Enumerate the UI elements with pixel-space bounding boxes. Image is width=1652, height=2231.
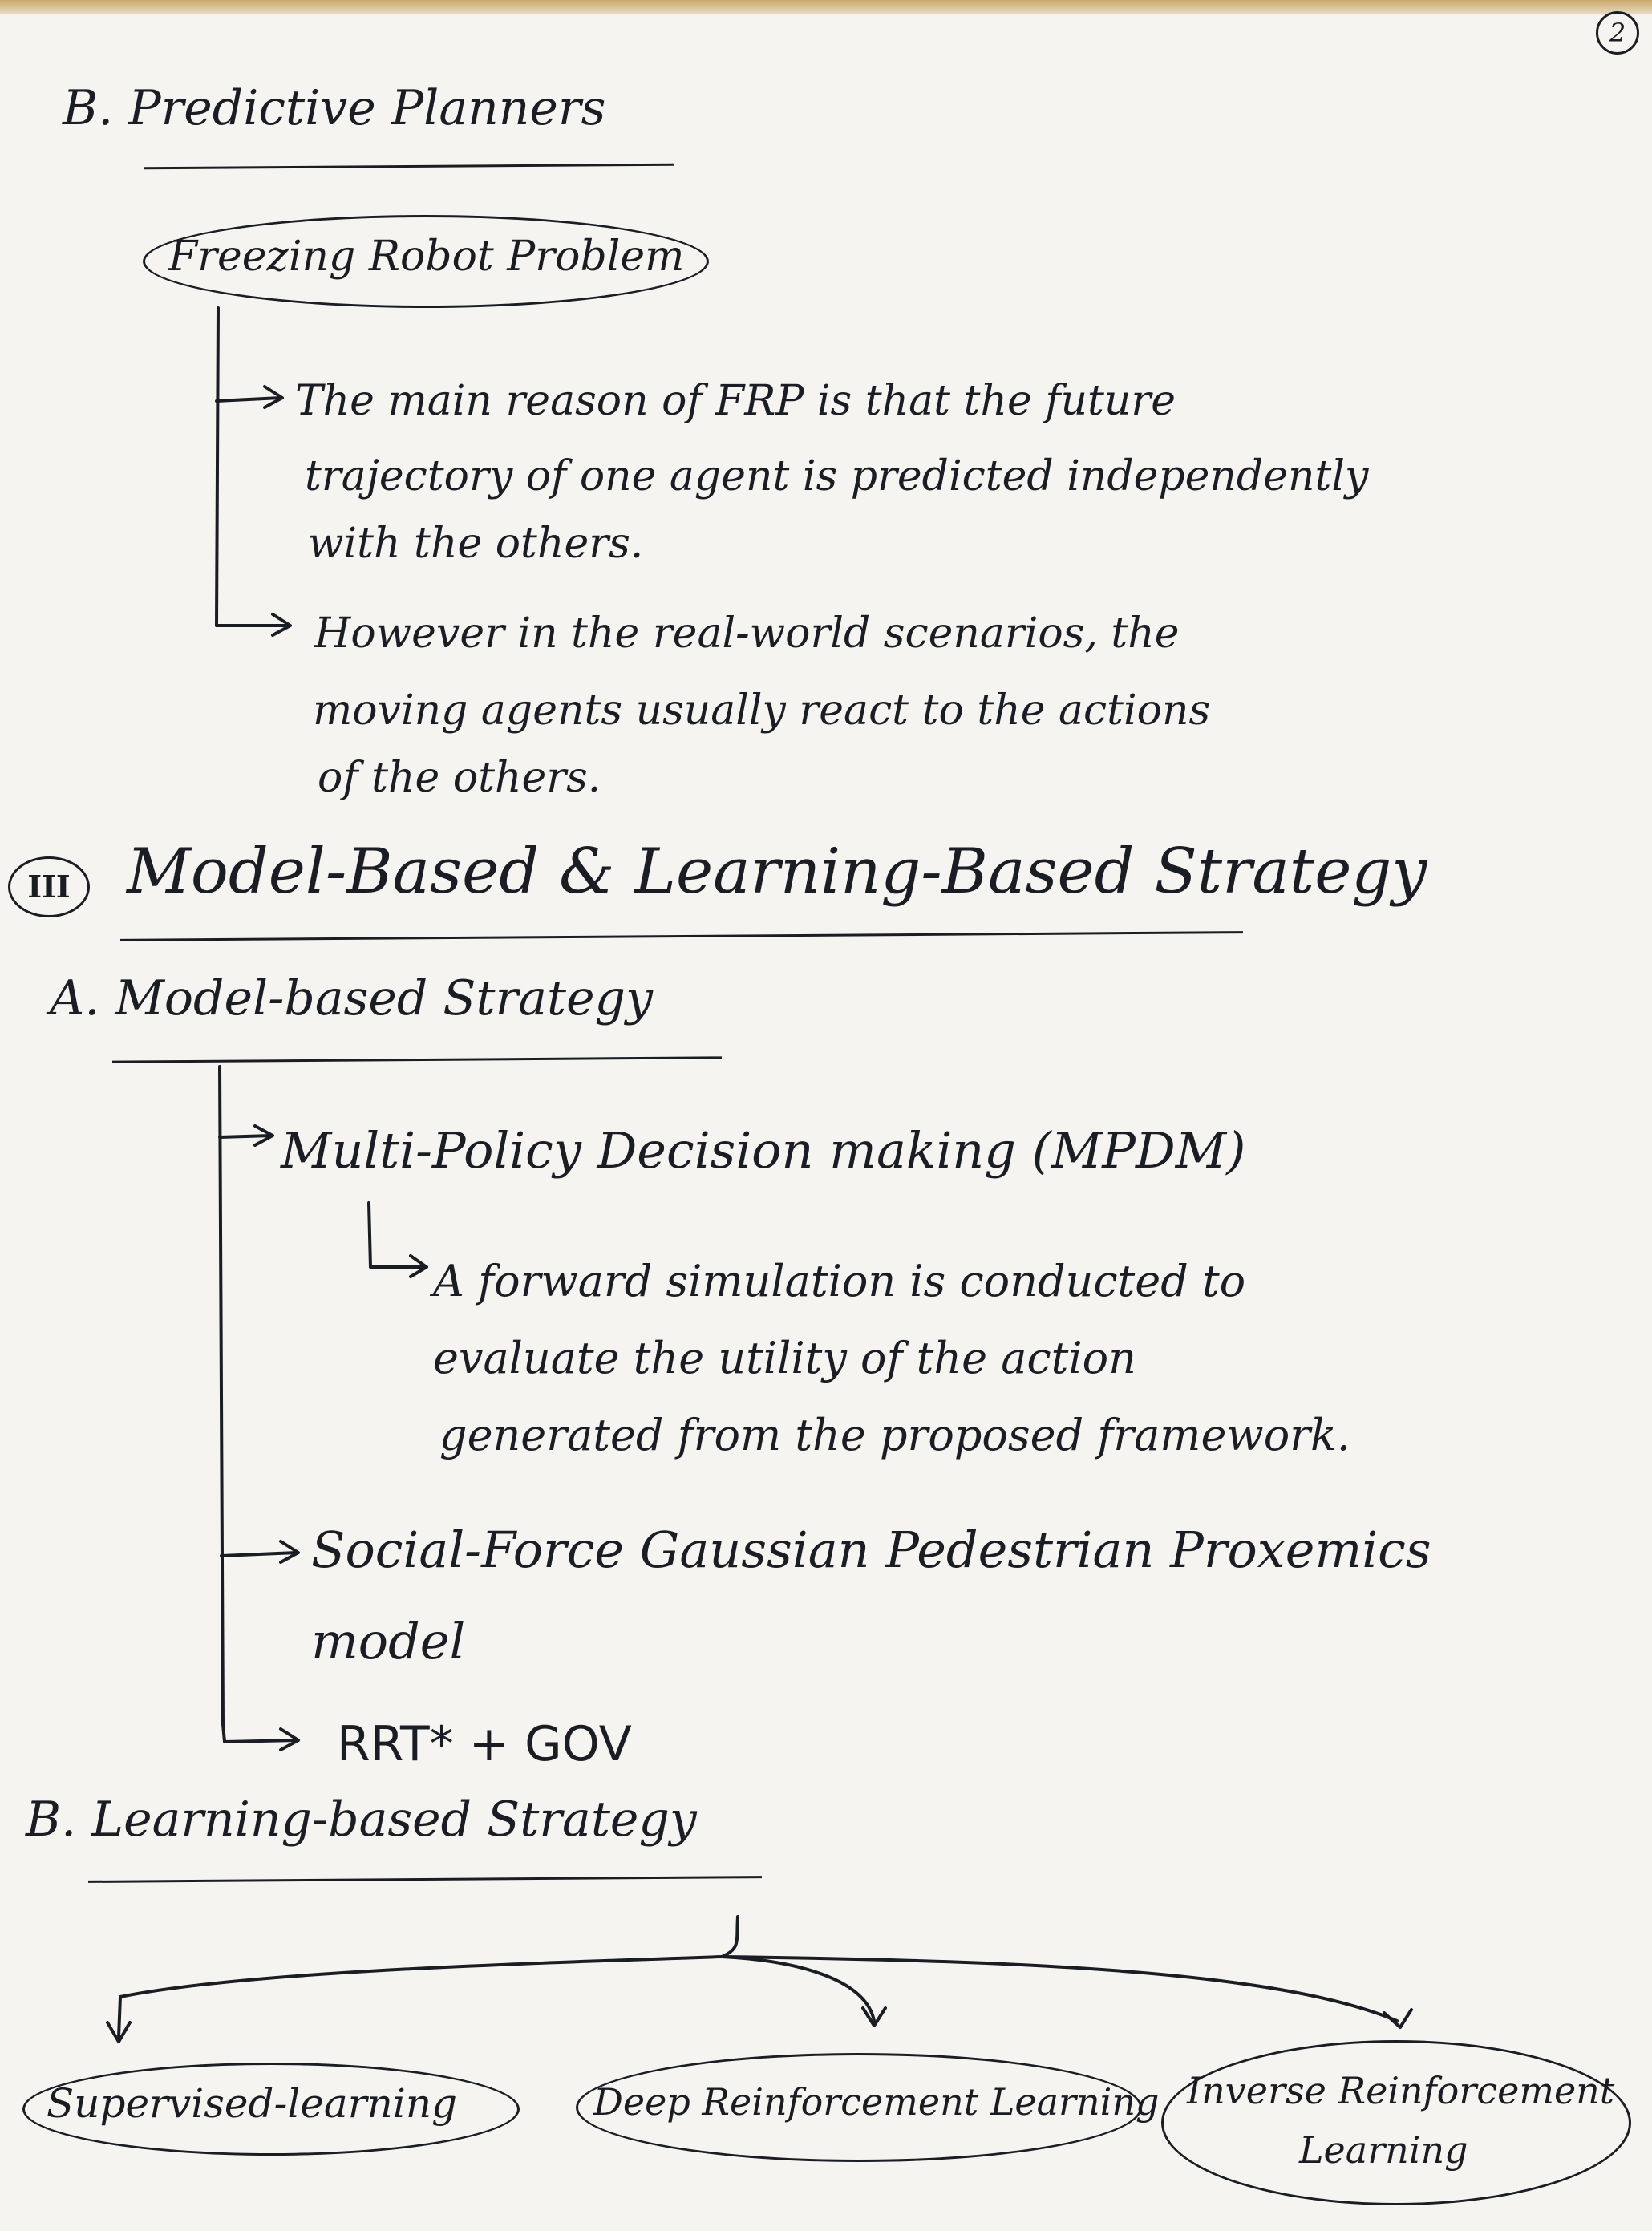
frp-point-1-line-2: trajectory of one agent is predicted independently: [305, 452, 1369, 500]
sfgpp-line-1: Social-Force Gaussian Pedestrian Proxemics: [311, 1520, 1431, 1579]
frp-point-1-line-3: with the others.: [308, 520, 644, 568]
sfgpp-arrow-shaft: [221, 1553, 297, 1556]
brace-right-branch: [722, 1957, 1397, 2021]
mpdm-arrow-shaft: [220, 1136, 271, 1137]
mpdm-desc-line-3: generated from the proposed framework.: [439, 1410, 1350, 1460]
model-based-heading: A. Model-based Strategy: [50, 970, 653, 1026]
frp-label: Freezing Robot Problem: [168, 233, 685, 281]
model-trunk-line: [220, 1067, 223, 1724]
inverse-rl-label-line-1: Inverse Reinforcement: [1187, 2069, 1615, 2112]
frp-point-2-line-3: of the others.: [318, 754, 601, 802]
frp-point-1-line-1: The main reason of FRP is that the future: [295, 377, 1176, 425]
mpdm-desc-line-2: evaluate the utility of the action: [433, 1333, 1136, 1383]
deep-rl-label: Deep Reinforcement Learning: [593, 2080, 1160, 2124]
brace-stem: [722, 1917, 738, 1957]
mpdm-desc-line-1: A forward simulation is conducted to: [433, 1256, 1246, 1306]
brace-right-arrowhead: [1384, 2010, 1411, 2027]
frp-point-2-line-1: However in the real-world scenarios, the: [314, 609, 1180, 658]
section-3-title: Model-Based & Learning-Based Strategy: [127, 836, 1427, 908]
inverse-rl-label-line-2: Learning: [1299, 2128, 1468, 2172]
supervised-learning-label: Supervised-learning: [47, 2080, 458, 2127]
frp-point-2-line-2: moving agents usually react to the actions: [313, 686, 1211, 735]
learning-based-heading: B. Learning-based Strategy: [26, 1792, 697, 1848]
rrt-label: RRT* + GOV: [337, 1716, 632, 1772]
mpdm-label: Multi-Policy Decision making (MPDM): [281, 1121, 1246, 1180]
brace-middle-branch: [722, 1957, 874, 2021]
section-3-numeral: III: [8, 856, 90, 917]
frp-trunk-line: [217, 308, 218, 626]
frp-arrow-1-shaft: [217, 398, 281, 401]
mpdm-sub-arrow-shaft: [369, 1203, 425, 1267]
sfgpp-line-2: model: [311, 1612, 466, 1670]
page-number-badge: 2: [1596, 11, 1639, 55]
predictive-planners-heading: B. Predictive Planners: [63, 80, 606, 136]
brace-left-branch: [119, 1957, 722, 2037]
